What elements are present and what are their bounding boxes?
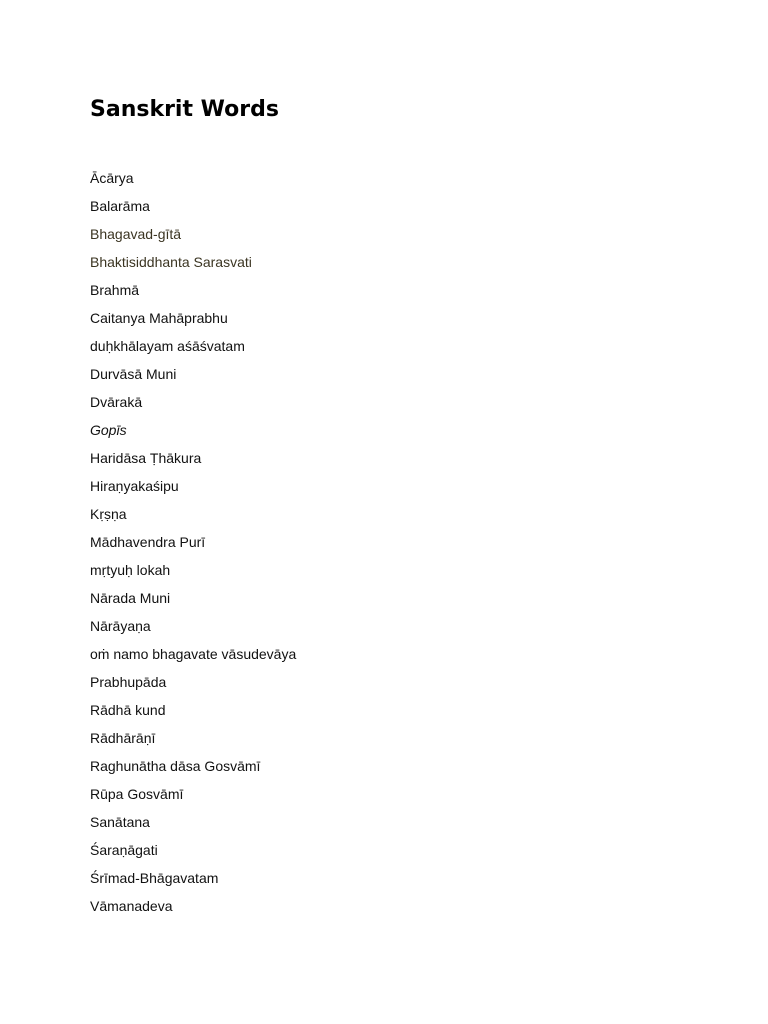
list-item: Nārāyaṇa [90, 618, 151, 634]
list-item: mṛtyuḥ lokah [90, 562, 171, 578]
list-item: oṁ namo bhagavate vāsudevāya [90, 646, 297, 662]
list-item: Mādhavendra Purī [90, 534, 206, 550]
list-item: Śaraṇāgati [90, 842, 158, 858]
list-item: Prabhupāda [90, 674, 167, 690]
list-item: Haridāsa Ṭhākura [90, 450, 202, 466]
list-item: Balarāma [90, 198, 150, 214]
list-item: Dvārakā [90, 394, 143, 410]
document-page [90, 95, 690, 914]
list-item: Nārada Muni [90, 590, 171, 606]
list-item: Śrīmad-Bhāgavatam [90, 870, 219, 886]
sanskrit-word-list [90, 164, 296, 920]
list-item: Sanātana [90, 814, 150, 830]
list-item: Rādhā kund [90, 702, 166, 718]
page-title: Sanskrit Words [90, 97, 279, 122]
list-item: Gopīs [90, 422, 127, 438]
list-item: Bhagavad-gītā [90, 226, 182, 242]
list-item: Brahmā [90, 282, 140, 298]
list-item: Durvāsā Muni [90, 366, 177, 382]
list-item: Raghunātha dāsa Gosvāmī [90, 758, 261, 774]
list-item: Hiraṇyakaśipu [90, 478, 179, 494]
list-item: Rūpa Gosvāmī [90, 786, 184, 802]
list-item: duḥkhālayam aśāśvatam [90, 338, 245, 354]
list-item: Bhaktisiddhanta Sarasvati [90, 254, 252, 270]
list-item: Ācārya [90, 170, 134, 186]
list-item: Caitanya Mahāprabhu [90, 310, 228, 326]
list-item: Rādhārāṇī [90, 730, 156, 746]
list-item: Vāmanadeva [90, 898, 173, 914]
list-item: Kṛṣṇa [90, 506, 127, 522]
